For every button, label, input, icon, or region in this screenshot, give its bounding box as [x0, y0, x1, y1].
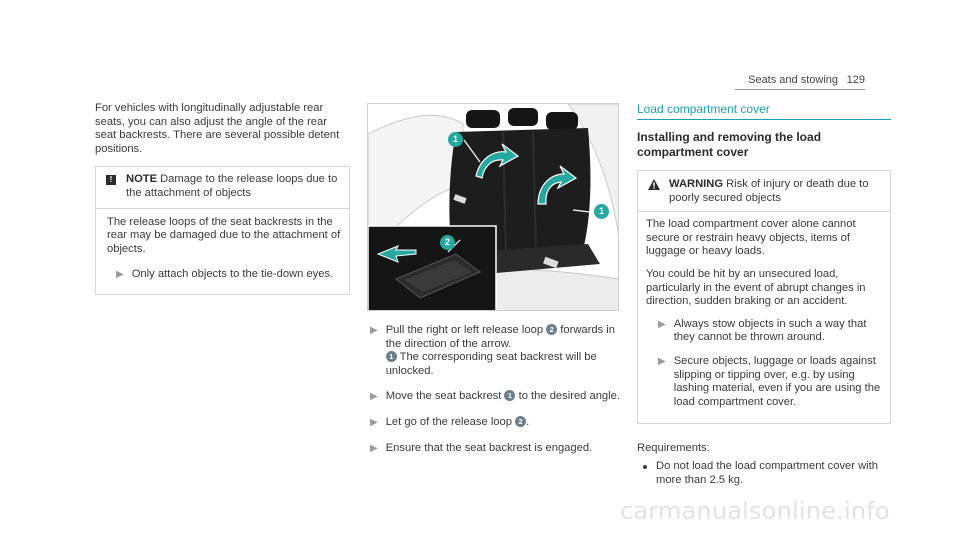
column-left [95, 102, 350, 295]
warning-step-2 [646, 355, 882, 409]
step-2-pre: Move the seat backrest [385, 390, 502, 403]
warning-para-1: The load compartment cover alone cannot secure or restrain heavy objects, items of luggage or heavy loads. [646, 218, 856, 258]
page-number: 129 [846, 74, 865, 86]
note-body: The release loops of the seat backrests in the rear may be damaged due to the attachment of objects. [107, 215, 341, 255]
warning-label: WARNING [669, 178, 724, 190]
warning-header [646, 178, 882, 205]
warning-divider [638, 211, 890, 212]
note-step-text: Only attach objects to the tie-down eyes. [131, 268, 334, 281]
illustration-svg [368, 104, 619, 311]
callout-badge-2: 2 [515, 416, 526, 427]
running-head: Seats and stowing [748, 74, 838, 86]
subsection-title: Installing and removing the load compartment cover [637, 130, 822, 159]
section-title: Load compartment cover [637, 102, 891, 120]
step-arrow-icon: ▶ [116, 269, 124, 281]
callout-badge-1: 1 [504, 390, 515, 401]
exclamation-icon: ! [106, 175, 116, 185]
step-3-pre: Let go of the release loop [385, 415, 512, 428]
step-1-post: forwards in the direction of the arrow. [385, 324, 615, 350]
note-step [104, 268, 341, 282]
step-1-result [386, 351, 620, 378]
step-3-body [386, 416, 529, 430]
warning-box [637, 170, 891, 424]
warning-para-2: You could be hit by an unsecured load, particularly in the event of abrupt changes in direction, sudden braking or an accident. [646, 267, 866, 308]
figure-callout-1b: 1 [594, 204, 609, 219]
step-1-pre: Pull the right or left release loop [385, 324, 544, 336]
step-arrow-icon: ▶ [658, 355, 666, 367]
note-title-text: Damage to the release loops due to the attachment of objects [126, 173, 338, 199]
warning-step-2-text: Secure objects, luggage or loads against slipping or tipping over, e.g. by using lashing material, even if you are using the load compartment cover. [673, 354, 881, 408]
warning-step-1-text: Always stow objects in such a way that they cannot be thrown around. [673, 317, 867, 344]
figure-callout-1a: 1 [448, 132, 463, 147]
callout-badge-2: 2 [546, 324, 557, 335]
step-2-post: to the desired angle. [518, 390, 620, 403]
step-arrow-icon: ▶ [370, 416, 378, 428]
requirements-label: Requirements: [637, 442, 710, 455]
step-arrow-icon: ▶ [370, 325, 378, 336]
intro-paragraph: For vehicles with longitudinally adjustable rear seats, you can also adjust the angle of the rear seat backrests. There are several possible detent positions. [95, 102, 340, 155]
requirement-item [637, 460, 891, 487]
page-header [735, 74, 865, 90]
warning-step-1 [646, 318, 882, 345]
warning-title-text: Risk of injury or death due to poorly secured objects [669, 178, 869, 204]
step-2 [370, 390, 620, 404]
note-title [126, 173, 341, 200]
step-4 [370, 442, 620, 456]
bullet-dot-icon [643, 465, 647, 469]
header-rule [735, 89, 865, 90]
step-3 [370, 416, 620, 430]
figure-callout-2: 2 [440, 235, 455, 250]
step-1-result-text: The corresponding seat backrest will be unlocked. [385, 351, 597, 377]
step-2-body [386, 390, 620, 404]
step-arrow-icon: ▶ [370, 391, 378, 403]
column-right [637, 102, 891, 487]
step-3-post: . [526, 415, 530, 428]
seat-backrest-illustration [367, 103, 619, 311]
warning-title [669, 178, 882, 205]
watermark: carmanualsonline.info [620, 497, 890, 525]
callout-badge-1: 1 [386, 351, 397, 362]
note-label: NOTE [126, 173, 158, 186]
step-arrow-icon: ▶ [370, 442, 378, 454]
step-1-body [386, 324, 620, 378]
requirement-text: Do not load the load compartment cover with more than 2.5 kg. [656, 459, 879, 486]
warning-triangle-icon [648, 179, 660, 190]
step-arrow-icon: ▶ [658, 318, 666, 330]
step-4-text: Ensure that the seat backrest is engaged. [385, 441, 593, 454]
note-box [95, 166, 350, 295]
step-1 [370, 324, 620, 378]
note-divider [96, 208, 349, 209]
note-header [104, 173, 341, 200]
column-middle [370, 324, 620, 467]
